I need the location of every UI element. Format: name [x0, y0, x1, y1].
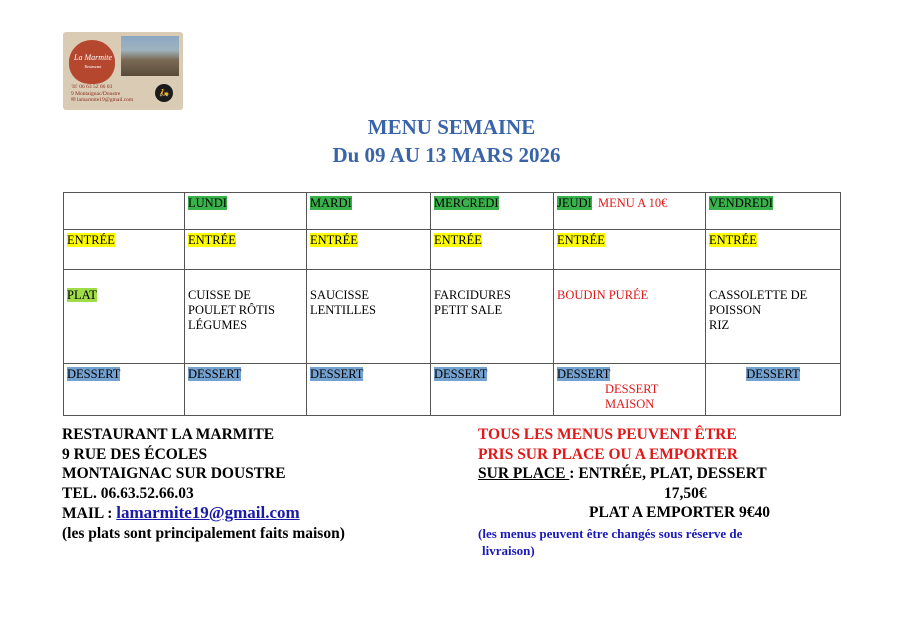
day-header-lundi: LUNDI — [185, 193, 307, 230]
plat-cell-mercredi: FARCIDURES PETIT SALE — [431, 270, 554, 364]
restaurant-phone: TEL. 06.63.52.66.03 — [62, 484, 194, 502]
table-row-days — [64, 193, 841, 230]
row-label-dessert: DESSERT — [64, 364, 185, 416]
entree-cell: ENTRÉE — [431, 230, 554, 270]
plat-cell-lundi: CUISSE DE POULET RÔTIS LÉGUMES — [185, 270, 307, 364]
emporter-line: PLAT A EMPORTER 9€40 — [589, 504, 771, 521]
plat-cell-mardi: SAUCISSE LENTILLES — [307, 270, 431, 364]
pot-icon — [69, 40, 115, 84]
table-corner-cell — [64, 193, 185, 230]
jeudi-menu-note: MENU A 10€ — [597, 196, 668, 210]
logo-contact-lines — [71, 84, 133, 104]
plat-cell-vendredi: CASSOLETTE DE POISSON RIZ — [706, 270, 841, 364]
logo-line: 9 Montaignac/Doustre — [71, 90, 121, 97]
logo-subtitle: Restaurant — [84, 64, 102, 69]
homemade-note: (les plats sont principalement faits maison) — [62, 524, 345, 542]
mail-link[interactable]: lamarmite19@gmail.com — [116, 503, 300, 522]
day-header-vendredi: VENDREDI — [706, 193, 841, 230]
contact-block — [62, 425, 345, 543]
entree-cell: ENTRÉE — [307, 230, 431, 270]
delivery-icon: 🛵 — [155, 84, 173, 102]
day-header-mercredi: MERCREDI — [431, 193, 554, 230]
sur-place-line: SUR PLACE : ENTRÉE, PLAT, DESSERT — [478, 465, 767, 482]
logo-name: La Marmite — [74, 53, 112, 62]
row-label-plat: PLAT — [64, 270, 185, 364]
jeudi-dessert-extra: DESSERT MAISON — [605, 382, 659, 411]
table-row-plat — [64, 270, 841, 364]
change-note: (les menus peuvent être changés sous réserve de livraison) — [478, 525, 743, 558]
dessert-cell-jeudi: DESSERT DESSERT MAISON — [554, 364, 706, 416]
restaurant-city: MONTAIGNAC SUR DOUSTRE — [62, 465, 286, 482]
sur-place-price: 17,50€ — [664, 484, 707, 502]
dessert-cell: DESSERT — [307, 364, 431, 416]
logo-line: ✉ lamarmite19@gmail.com — [71, 97, 134, 103]
day-header-jeudi: JEUDI MENU A 10€ — [554, 193, 706, 230]
table-row-dessert — [64, 364, 841, 416]
restaurant-logo — [63, 32, 183, 110]
restaurant-mail: MAIL : lamarmite19@gmail.com — [62, 503, 300, 522]
page-subtitle: Du 09 AU 13 MARS 2026 — [332, 143, 561, 167]
weekly-menu-table — [63, 192, 841, 416]
row-label-entree: ENTRÉE — [64, 230, 185, 270]
offer-line-1: TOUS LES MENUS PEUVENT ÊTRE — [478, 426, 737, 443]
day-header-mardi: MARDI — [307, 193, 431, 230]
restaurant-street: 9 RUE DES ÉCOLES — [62, 445, 208, 463]
entree-cell: ENTRÉE — [706, 230, 841, 270]
plat-cell-jeudi: BOUDIN PURÉE — [554, 270, 706, 364]
entree-cell: ENTRÉE — [554, 230, 706, 270]
restaurant-name: RESTAURANT LA MARMITE — [62, 426, 275, 443]
dessert-cell: DESSERT — [185, 364, 307, 416]
offer-line-2: PRIS SUR PLACE OU A EMPORTER — [478, 445, 738, 463]
page-title: MENU SEMAINE — [367, 115, 536, 139]
offer-block — [478, 425, 808, 559]
dessert-cell: DESSERT — [431, 364, 554, 416]
entree-cell: ENTRÉE — [185, 230, 307, 270]
dessert-cell: DESSERT — [706, 364, 841, 416]
logo-line: ☏ 06 63 52 66 03 — [71, 84, 113, 90]
table-row-entree — [64, 230, 841, 270]
restaurant-photo — [121, 36, 179, 76]
